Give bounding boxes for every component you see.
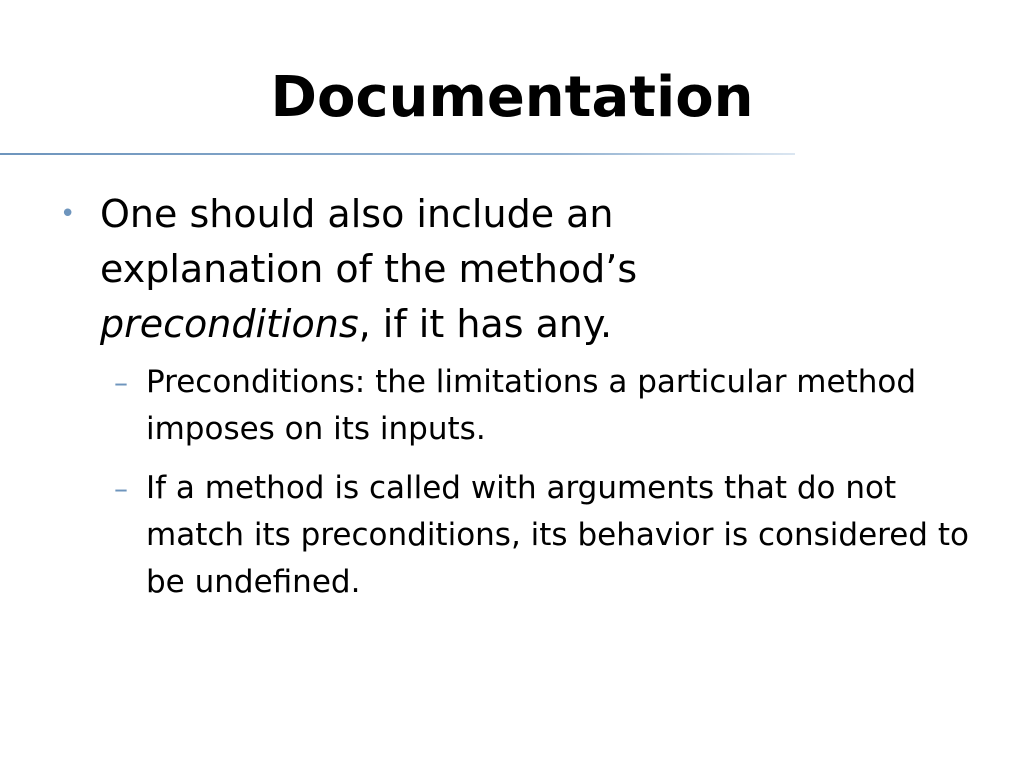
bullet-text-emphasis: preconditions [100,302,359,346]
bullet-icon: • [60,199,76,229]
sub-bullet-point-2: If a method is called with arguments that do not match its preconditions, its behavior is considered to be undefined. [146,470,969,600]
sub-bullet-point-1: Preconditions: the limitations a particular method imposes on its inputs. [146,364,917,447]
slide-title: Documentation [270,65,754,130]
sub-bullet-dash-icon: – [114,472,128,505]
bullet-text-end: , if it has any. [358,302,613,346]
sub-bullet-dash-icon: – [114,366,128,399]
bullet-text-start: One should also include an explanation of the method’s [100,192,638,291]
bullet-point-1 [100,187,800,352]
